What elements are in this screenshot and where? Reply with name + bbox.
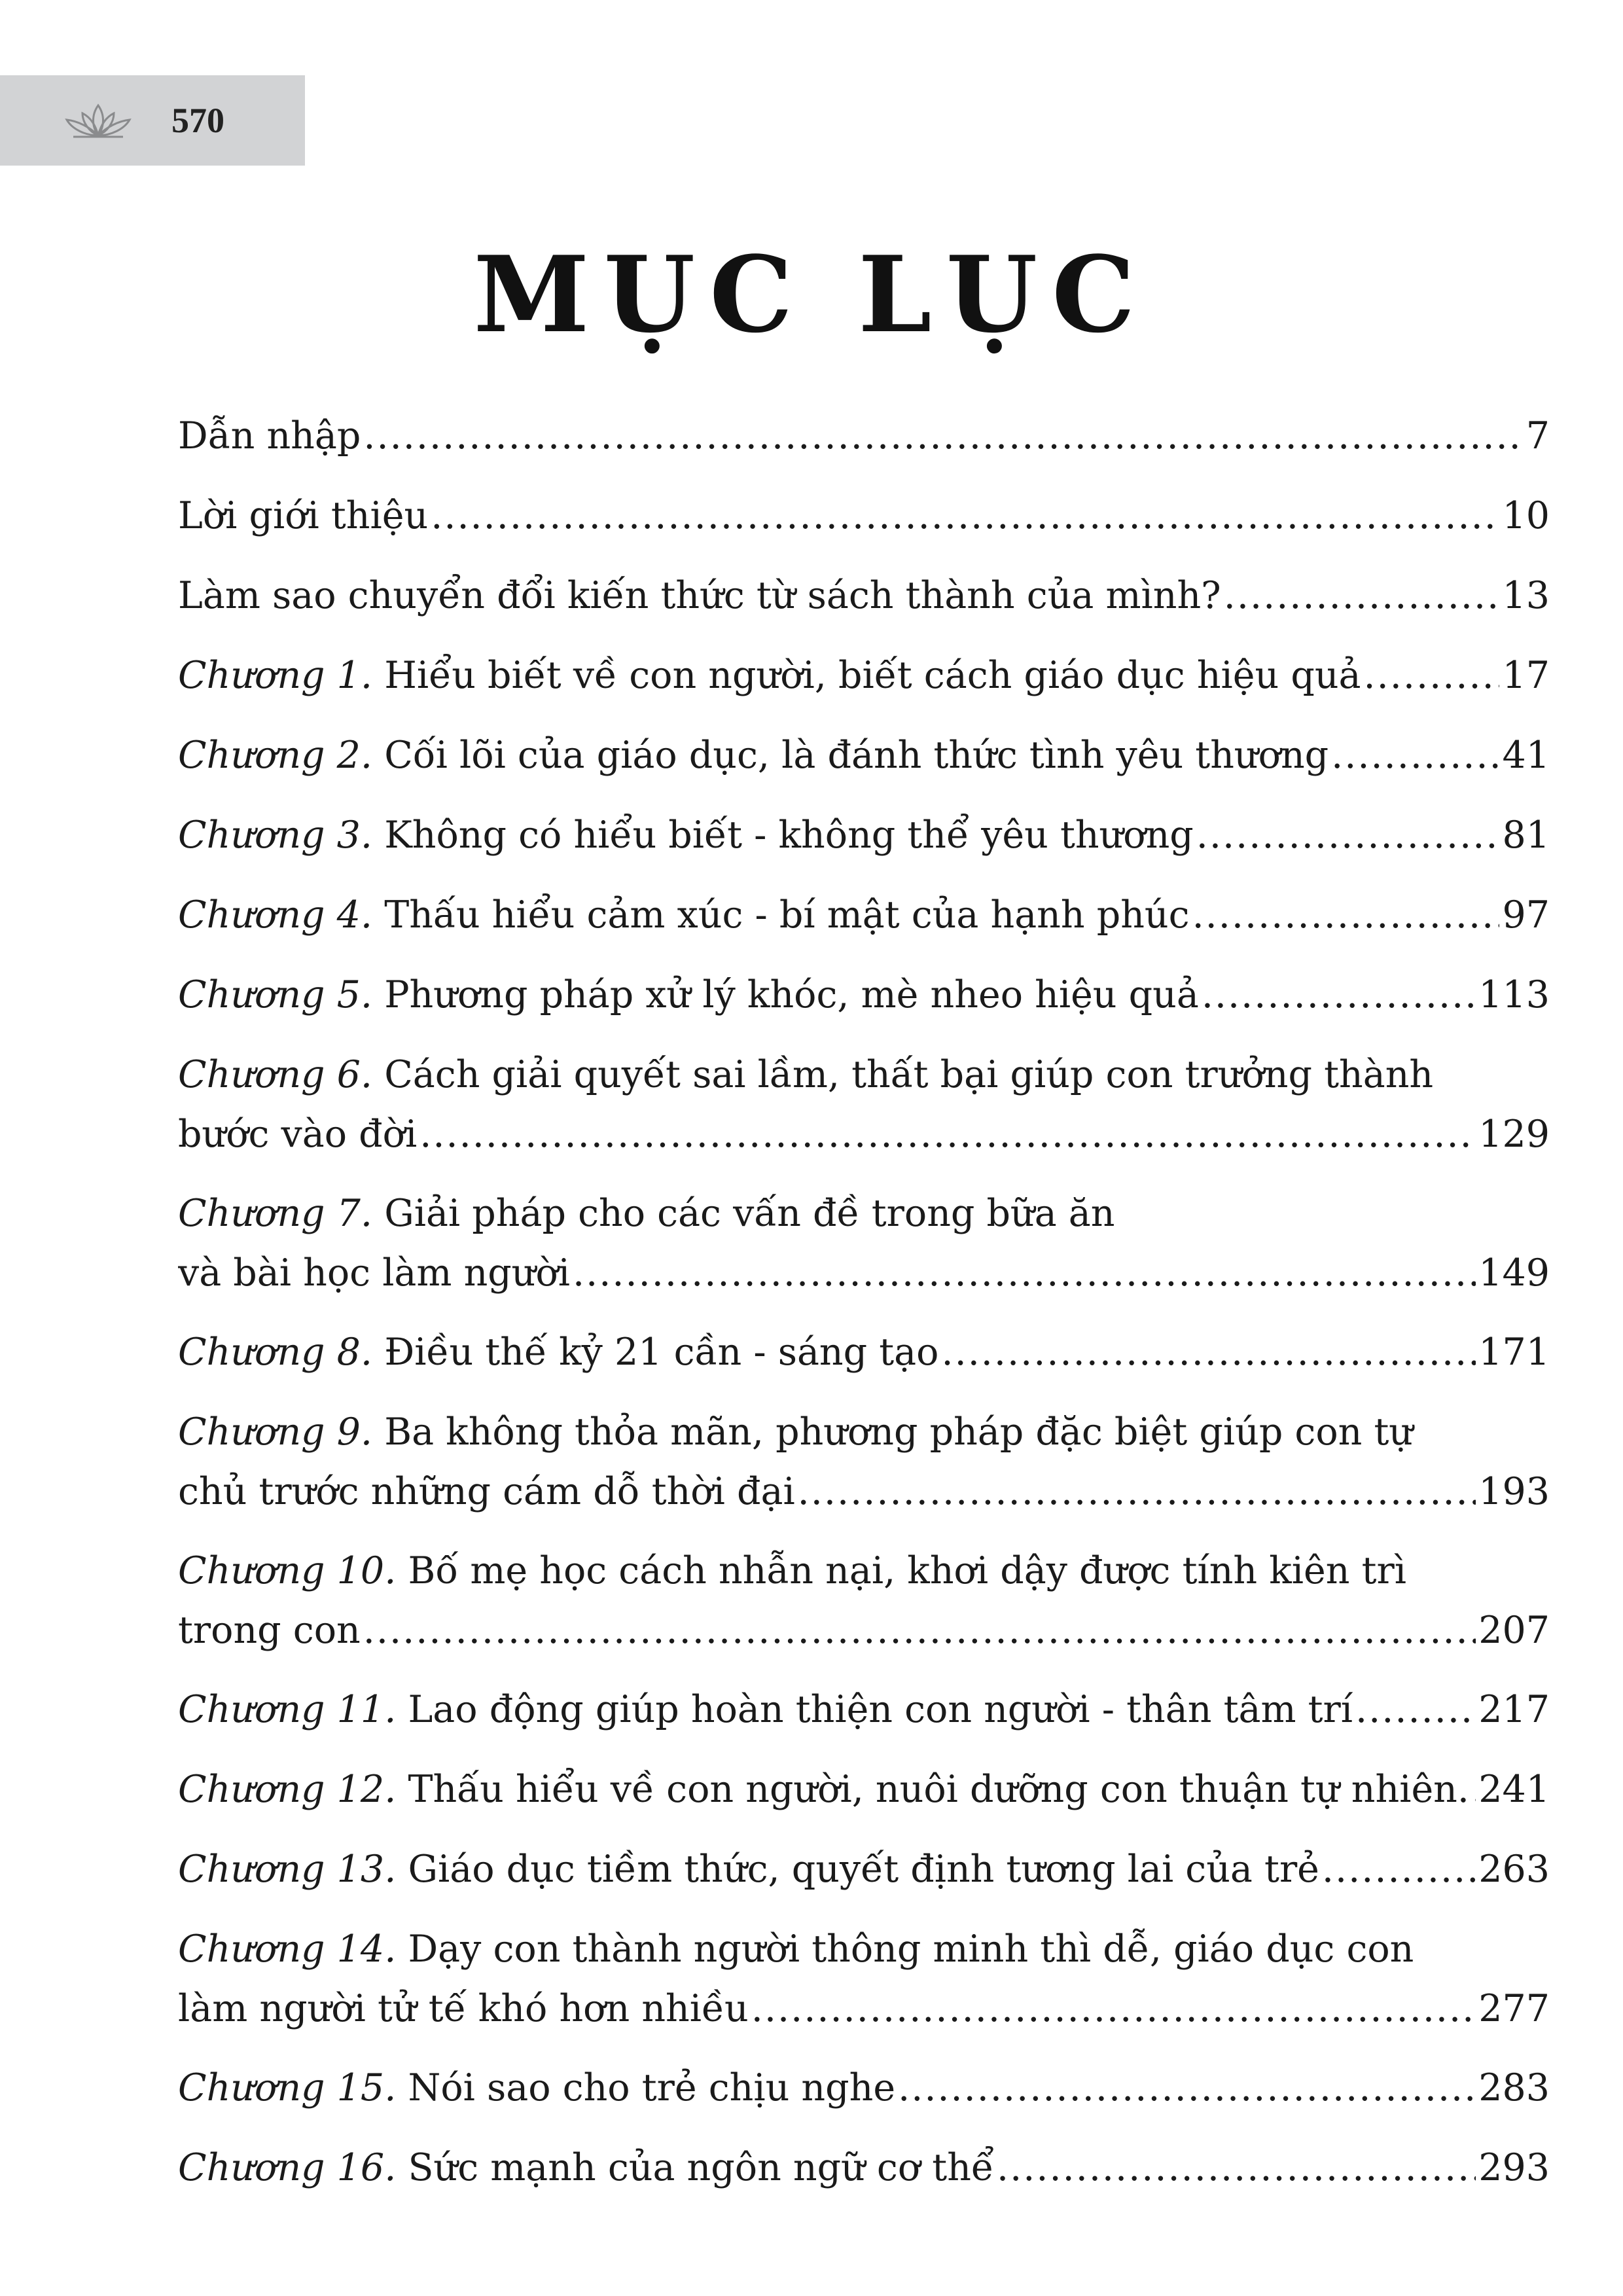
page-number-tab [0, 75, 305, 166]
toc-page-number: 241 [1478, 1768, 1550, 1811]
dot-leader [1192, 885, 1500, 945]
toc-line [178, 725, 1550, 785]
toc-entry[interactable] [178, 565, 1550, 626]
toc-chapter-label: Chương 15. [178, 2066, 397, 2109]
toc-page-number: 193 [1478, 1470, 1550, 1513]
toc-entry-title: Ba không thỏa mãn, phương pháp đặc biệt giúp con tự [384, 1410, 1414, 1454]
toc-page-number: 283 [1478, 2066, 1550, 2109]
toc-entry-title-continued: bước vào đời [178, 1113, 418, 1156]
toc-entry-text [178, 2058, 895, 2118]
dot-leader [1472, 1759, 1476, 1820]
toc-page-number: 217 [1478, 1688, 1550, 1731]
entry-spacer [178, 1025, 1550, 1045]
toc-line [178, 1601, 1550, 1660]
toc-entry[interactable] [178, 1402, 1550, 1521]
dot-leader [898, 2058, 1476, 2118]
page-title: MỤC LỤC [473, 233, 1150, 356]
toc-entry[interactable] [178, 486, 1550, 546]
toc-line [178, 1839, 1550, 1899]
toc-entry[interactable] [178, 1322, 1550, 1382]
toc-line [178, 1462, 1550, 1521]
toc-entry-text [178, 965, 1199, 1025]
toc-entry[interactable] [178, 1839, 1550, 1899]
toc-line [178, 1105, 1550, 1164]
dot-leader [1224, 565, 1500, 626]
entry-spacer [178, 2038, 1550, 2058]
toc-chapter-label: Chương 10. [178, 1549, 397, 1592]
toc-chapter-label: Chương 4. [178, 893, 373, 937]
toc-entry[interactable] [178, 2138, 1550, 2198]
toc-entry-title: Hiểu biết về con người, biết cách giáo dục hiệu quả [384, 654, 1361, 697]
toc-chapter-label: Chương 11. [178, 1688, 397, 1731]
entry-spacer [178, 1660, 1550, 1679]
toc-entry-title-continued: và bài học làm người [178, 1251, 571, 1295]
toc-entry-text [178, 565, 1221, 626]
toc-page-number: 13 [1502, 574, 1550, 617]
dot-leader [363, 1601, 1476, 1660]
toc-entry-title: Phương pháp xử lý khóc, mè nheo hiệu quả [384, 973, 1199, 1016]
toc-line [178, 1045, 1550, 1105]
toc-entry-text [178, 805, 1194, 865]
entry-spacer [178, 706, 1550, 725]
toc-entry-title: Cách giải quyết sai lầm, thất bại giúp con trưởng thành [384, 1053, 1434, 1096]
toc-page-number: 207 [1478, 1609, 1550, 1652]
toc-chapter-label: Chương 6. [178, 1053, 373, 1096]
toc-entry[interactable] [178, 1759, 1550, 1820]
toc-entry[interactable] [178, 1919, 1550, 2038]
entry-spacer [178, 865, 1550, 885]
toc-entry-text [178, 1322, 938, 1382]
entry-spacer [178, 1820, 1550, 1839]
toc-page-number: 113 [1478, 973, 1550, 1016]
toc-entry-title: Làm sao chuyển đổi kiến thức từ sách thành của mình? [178, 574, 1221, 617]
toc-entry-text [178, 486, 428, 546]
toc-chapter-label: Chương 1. [178, 654, 373, 697]
toc-entry-text [178, 885, 1190, 945]
toc-line [178, 1979, 1550, 2038]
toc-entry-text [178, 1919, 1414, 1979]
dot-leader [941, 1322, 1476, 1382]
toc-chapter-label: Chương 2. [178, 734, 373, 777]
toc-line [178, 1244, 1550, 1302]
toc-line [178, 1322, 1550, 1382]
toc-entry[interactable] [178, 965, 1550, 1025]
toc-entry-title: Dẫn nhập [178, 414, 361, 457]
toc-entry-title-continued: chủ trước những cám dỗ thời đại [178, 1470, 795, 1513]
toc-entry[interactable] [178, 1183, 1550, 1302]
dot-leader [798, 1462, 1476, 1521]
toc-entry-text [178, 406, 361, 466]
toc-line [178, 1402, 1550, 1462]
dot-leader [1364, 645, 1500, 706]
toc-entry-text [178, 1541, 1406, 1601]
toc-entry[interactable] [178, 1679, 1550, 1740]
toc-page-number: 171 [1478, 1331, 1550, 1374]
page-number: 570 [171, 101, 224, 140]
toc-line [178, 805, 1550, 865]
toc-entry[interactable] [178, 645, 1550, 706]
toc-entry-title: Giải pháp cho các vấn đề trong bữa ăn [384, 1192, 1115, 1235]
toc-entry-title-continued: làm người tử tế khó hơn nhiều [178, 1987, 749, 2030]
toc-chapter-label: Chương 14. [178, 1928, 397, 1971]
toc-entry-text [178, 1759, 1469, 1820]
toc-entry[interactable] [178, 2058, 1550, 2118]
toc-line [178, 486, 1550, 546]
toc-chapter-label: Chương 3. [178, 814, 373, 857]
toc-entry-text [178, 1402, 1413, 1462]
toc-entry-title: Nói sao cho trẻ chịu nghe [408, 2066, 896, 2109]
toc-line [178, 965, 1550, 1025]
toc-line [178, 1183, 1550, 1244]
toc-line [178, 2138, 1550, 2198]
dot-leader [363, 406, 1523, 466]
entry-spacer [178, 1740, 1550, 1759]
toc-line [178, 885, 1550, 945]
toc-entry-title: Điều thế kỷ 21 cần - sáng tạo [384, 1331, 939, 1374]
toc-entry-text [178, 1045, 1433, 1105]
dot-leader [573, 1244, 1476, 1302]
toc-line [178, 406, 1550, 466]
toc-entry[interactable] [178, 406, 1550, 466]
toc-entry[interactable] [178, 725, 1550, 785]
entry-spacer [178, 1899, 1550, 1919]
entry-spacer [178, 466, 1550, 486]
toc-page-number: 293 [1478, 2146, 1550, 2189]
toc-entry-title: Sức mạnh của ngôn ngữ cơ thể [408, 2146, 994, 2189]
toc-entry-text [178, 1839, 1319, 1899]
toc-entry-title: Thấu hiểu cảm xúc - bí mật của hạnh phúc [384, 893, 1190, 937]
toc-entry-title: Bố mẹ học cách nhẫn nại, khơi dậy được tính kiên trì [408, 1549, 1406, 1592]
toc-line [178, 1919, 1550, 1979]
entry-spacer [178, 626, 1550, 645]
entry-spacer [178, 546, 1550, 565]
lotus-icon [60, 101, 136, 139]
toc-entry[interactable] [178, 1045, 1550, 1164]
toc-chapter-label: Chương 7. [178, 1192, 373, 1235]
toc-chapter-label: Chương 16. [178, 2146, 397, 2189]
toc-entry[interactable] [178, 885, 1550, 945]
toc-page-number: 17 [1502, 654, 1550, 697]
toc-entry-text [178, 2138, 994, 2198]
dot-leader [431, 486, 1499, 546]
toc-chapter-label: Chương 8. [178, 1331, 373, 1374]
entry-spacer [178, 1382, 1550, 1402]
toc-page-number: 97 [1502, 893, 1550, 937]
toc-entry-title: Lời giới thiệu [178, 494, 429, 537]
dot-leader [1202, 965, 1476, 1025]
toc-page-number: 149 [1478, 1251, 1550, 1295]
dot-leader [997, 2138, 1476, 2198]
toc-line [178, 565, 1550, 626]
toc-chapter-label: Chương 5. [178, 973, 373, 1016]
entry-spacer [178, 945, 1550, 965]
toc-line [178, 1541, 1550, 1601]
dot-leader [751, 1979, 1476, 2038]
toc-entry-title: Dạy con thành người thông minh thì dễ, giáo dục con [408, 1928, 1414, 1971]
toc-entry[interactable] [178, 805, 1550, 865]
toc-entry-text [178, 725, 1329, 785]
toc-page-number: 129 [1478, 1113, 1550, 1156]
toc-entry-title: Giáo dục tiềm thức, quyết định tương lai của trẻ [408, 1848, 1319, 1891]
toc-page-number: 7 [1525, 414, 1550, 457]
toc-page-number: 277 [1478, 1987, 1550, 2030]
toc-entry[interactable] [178, 1541, 1550, 1660]
entry-spacer [178, 1164, 1550, 1183]
dot-leader [1355, 1679, 1476, 1740]
toc-entry-title: Thấu hiểu về con người, nuôi dưỡng con thuận tự nhiên. [408, 1768, 1470, 1811]
toc-chapter-label: Chương 9. [178, 1410, 373, 1454]
toc-line [178, 2058, 1550, 2118]
toc-entry-text [178, 1679, 1353, 1740]
toc-entry-text [178, 1183, 1115, 1244]
toc-chapter-label: Chương 12. [178, 1768, 397, 1811]
toc-entry-title: Lao động giúp hoàn thiện con người - thân tâm trí [408, 1688, 1353, 1731]
entry-spacer [178, 785, 1550, 805]
entry-spacer [178, 1521, 1550, 1541]
toc-page-number: 41 [1502, 734, 1550, 777]
entry-spacer [178, 1302, 1550, 1322]
toc-entry-title-continued: trong con [178, 1609, 361, 1652]
toc-line [178, 1679, 1550, 1740]
toc-page-number: 81 [1502, 814, 1550, 857]
entry-spacer [178, 2118, 1550, 2138]
toc-page-number: 10 [1502, 494, 1550, 537]
toc-line [178, 1759, 1550, 1820]
toc-entry-text [178, 645, 1361, 706]
dot-leader [419, 1105, 1476, 1164]
toc-page-number: 263 [1478, 1848, 1550, 1891]
toc-entry-title: Không có hiểu biết - không thể yêu thương [384, 814, 1194, 857]
dot-leader [1322, 1839, 1476, 1899]
toc-line [178, 645, 1550, 706]
toc-entry-title: Cối lõi của giáo dục, là đánh thức tình yêu thương [384, 734, 1329, 777]
dot-leader [1196, 805, 1500, 865]
dot-leader [1331, 725, 1499, 785]
table-of-contents [178, 406, 1550, 2198]
toc-chapter-label: Chương 13. [178, 1848, 397, 1891]
